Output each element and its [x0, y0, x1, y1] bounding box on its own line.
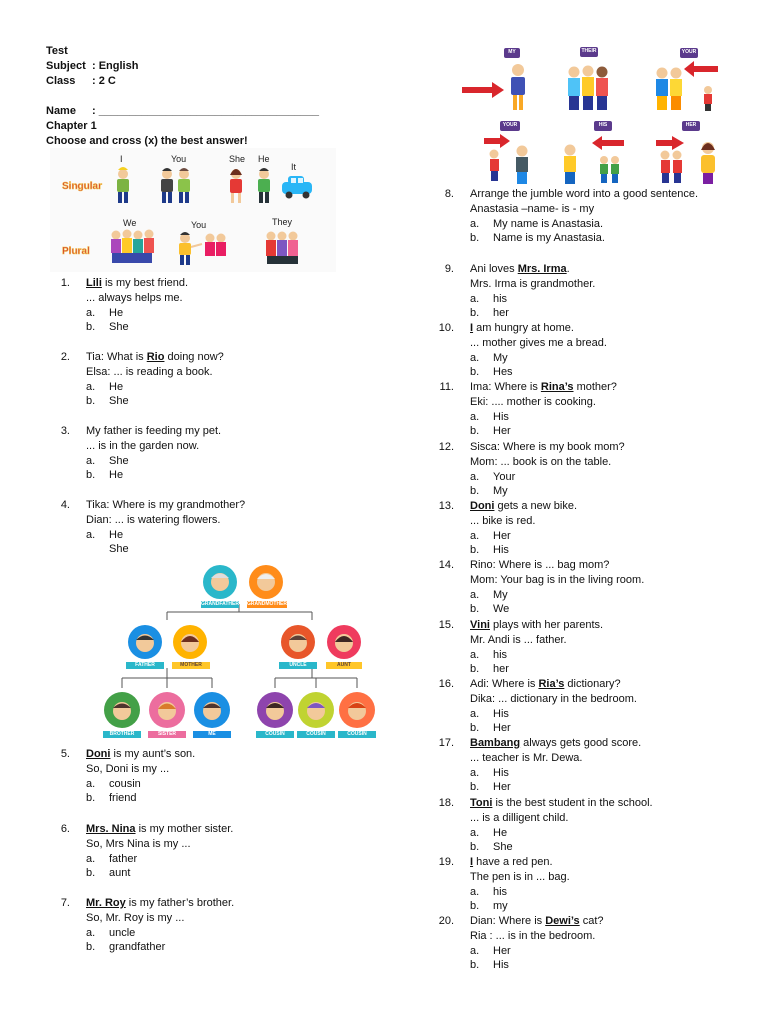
prompt-text: cat?: [579, 915, 604, 927]
option-letter: b.: [470, 485, 480, 498]
worksheet-header: [46, 44, 319, 149]
option-letter: b.: [470, 722, 480, 735]
class-line: Class : 2 C: [46, 75, 116, 88]
option-letter: a.: [470, 470, 480, 483]
option-letter: b.: [470, 781, 480, 794]
prompt-text: Ima: Where is: [470, 381, 541, 393]
answer-option[interactable]: [470, 484, 625, 499]
answer-option[interactable]: [470, 410, 617, 425]
option-letter: a.: [86, 306, 96, 319]
question-number: 16.: [438, 678, 454, 690]
option-letter: b.: [470, 425, 480, 438]
option-letter: b.: [86, 469, 96, 482]
tree-aunt: AUNT: [337, 662, 351, 668]
option-letter: a.: [86, 777, 96, 790]
option-letter: a.: [470, 529, 480, 542]
option-letter: a.: [470, 944, 480, 957]
option-text: Your: [493, 470, 516, 483]
question-body: [86, 276, 188, 335]
option-text: He: [109, 306, 124, 319]
underlined-subject: Toni: [470, 797, 493, 809]
option-text: She: [109, 454, 129, 467]
answer-option[interactable]: [86, 852, 233, 867]
option-letter: b.: [86, 395, 96, 408]
question-body: [470, 321, 607, 380]
singular-label: Singular: [62, 181, 103, 192]
option-letter: b.: [470, 959, 480, 972]
figure-she: [230, 169, 242, 203]
chapter-title: Chapter 1: [46, 119, 97, 132]
possessive-illustration: [456, 40, 732, 188]
prompt-text: is my aunt’s son.: [110, 748, 196, 760]
question-prompt: [470, 796, 653, 811]
option-letter: a.: [86, 380, 96, 393]
answer-option[interactable]: [86, 940, 234, 955]
question-body: [470, 380, 617, 439]
underlined-subject: Mrs. Irma: [517, 263, 567, 275]
option-letter: b.: [86, 941, 96, 954]
tag-my: MY: [508, 49, 516, 55]
question-prompt: [470, 440, 625, 455]
option-text: father: [109, 852, 138, 865]
question-sentence: ... is in the garden now.: [86, 439, 200, 452]
question-number: 2.: [60, 351, 70, 363]
question-prompt: [470, 736, 641, 751]
question-sentence: Dian: ... is watering flowers.: [86, 513, 221, 526]
prompt-text: Ani loves: [470, 263, 518, 275]
answer-option[interactable]: [470, 365, 607, 380]
prompt-text: dictionary?: [564, 678, 621, 690]
question-number: 20.: [438, 915, 454, 927]
possessive-pronoun-image: [456, 40, 732, 188]
question-number: 17.: [438, 737, 454, 749]
option-letter: b.: [470, 663, 480, 676]
question-body: [86, 747, 195, 806]
answer-option[interactable]: [86, 791, 195, 806]
option-text: friend: [109, 792, 137, 805]
option-text: His: [493, 766, 509, 779]
option-letter: b.: [86, 867, 96, 880]
option-letter: a.: [470, 410, 480, 423]
prompt-text: is the best student in the school.: [492, 797, 653, 809]
question-body: [470, 855, 570, 914]
tree-uncle: UNCLE: [289, 662, 307, 668]
question-body: [86, 896, 234, 955]
question-body: [470, 736, 641, 795]
pronoun-chart: [50, 148, 336, 272]
option-letter: a.: [86, 852, 96, 865]
tag-her: HER: [685, 122, 697, 128]
option-letter: b.: [470, 307, 480, 320]
option-letter: a.: [86, 528, 96, 541]
question-prompt: [86, 498, 245, 513]
prompt-text: plays with her parents.: [489, 619, 604, 631]
option-text: Name is my Anastasia.: [493, 232, 605, 245]
answer-option[interactable]: [86, 542, 245, 557]
option-text: her: [493, 663, 509, 676]
answer-option[interactable]: [470, 826, 653, 841]
option-letter: b.: [470, 366, 480, 379]
option-letter: a.: [470, 766, 480, 779]
arrow-left-icon: [684, 61, 718, 77]
option-letter: a.: [470, 217, 480, 230]
prompt-text: am hungry at home.: [473, 322, 574, 334]
question-sentence: Mrs. Irma is grandmother.: [470, 277, 596, 290]
question-body: [470, 618, 603, 677]
underlined-subject: Dewi’s: [545, 915, 580, 927]
prompt-text: Dian: Where is: [470, 915, 546, 927]
option-letter: a.: [86, 926, 96, 939]
prompt-text: always gets good score.: [520, 737, 642, 749]
prompt-text: Tika: Where is my grandmother?: [86, 499, 246, 511]
name-line: Name : ____________________________________: [46, 104, 319, 117]
option-letter: b.: [86, 321, 96, 334]
question-body: [86, 424, 221, 483]
question-sentence: Ria : ... is in the bedroom.: [470, 929, 596, 942]
question-body: [470, 262, 595, 321]
option-letter: a.: [470, 648, 480, 661]
question-prompt: [86, 276, 188, 291]
question-number: 3.: [60, 425, 70, 437]
answer-option[interactable]: [470, 602, 644, 617]
tag-your-bottom: YOUR: [502, 122, 518, 128]
question-sentence: Mom: ... book is on the table.: [470, 455, 612, 468]
option-text: his: [493, 292, 508, 305]
question-number: 18.: [438, 797, 454, 809]
instruction: Choose and cross (x) the best answer!: [46, 135, 248, 148]
question-prompt: [470, 262, 595, 277]
option-text: She: [109, 321, 129, 334]
question-sentence: ... teacher is Mr. Dewa.: [470, 751, 583, 764]
tree-sister: SISTER: [157, 731, 177, 737]
question-prompt: [86, 424, 221, 439]
option-text: her: [493, 307, 509, 320]
question-number: 12.: [438, 441, 454, 453]
answer-option[interactable]: [86, 454, 221, 469]
option-text: She: [493, 841, 513, 854]
figure-i: [117, 167, 129, 203]
family-tree: [100, 560, 390, 742]
answer-option[interactable]: [86, 866, 233, 881]
question-sentence: Eki: .... mother is cooking.: [470, 395, 596, 408]
question-body: [470, 796, 653, 855]
option-text: His: [493, 410, 509, 423]
option-text: Her: [493, 722, 511, 735]
question-number: 8.: [444, 188, 454, 200]
answer-option[interactable]: [470, 944, 604, 959]
question-prompt: [470, 914, 604, 929]
question-prompt: [470, 187, 698, 202]
tree-grandmother: GRANDMOTHER: [247, 601, 287, 607]
option-text: He: [109, 380, 124, 393]
question-number: 10.: [438, 322, 454, 334]
prompt-text: Adi: Where is: [470, 678, 539, 690]
prompt-text: is my father’s brother.: [125, 897, 235, 909]
prompt-text: gets a new bike.: [494, 500, 578, 512]
option-letter: b.: [86, 792, 96, 805]
question-prompt: [86, 896, 234, 911]
answer-option[interactable]: [470, 424, 617, 439]
prompt-text: .: [566, 263, 570, 275]
question-sentence: So, Doni is my ...: [86, 762, 170, 775]
option-text: His: [493, 544, 509, 557]
underlined-subject: Doni: [86, 748, 111, 760]
question-body: [470, 187, 698, 246]
answer-option[interactable]: [470, 662, 603, 677]
prompt-text: My father is feeding my pet.: [86, 425, 222, 437]
answer-option[interactable]: [86, 320, 188, 335]
question-prompt: [86, 350, 224, 365]
question-prompt: [470, 855, 570, 870]
question-number: 4.: [60, 499, 70, 511]
tree-cousin-2: COUSIN: [306, 731, 326, 737]
option-letter: a.: [470, 826, 480, 839]
underlined-subject: Mr. Roy: [86, 897, 126, 909]
answer-option[interactable]: [470, 529, 577, 544]
question-sentence: ... is a dilligent child.: [470, 811, 569, 824]
tree-father: FATHER: [135, 662, 155, 668]
option-text: Her: [493, 944, 511, 957]
option-text: my: [493, 900, 508, 913]
question-number: 5.: [60, 748, 70, 760]
answer-option[interactable]: [470, 899, 570, 914]
question-number: 6.: [60, 823, 70, 835]
answer-option[interactable]: [470, 766, 641, 781]
answer-option[interactable]: [470, 231, 698, 246]
option-text: She: [109, 395, 129, 408]
answer-option[interactable]: [470, 306, 595, 321]
pronoun-she: She: [229, 154, 246, 164]
tree-mother: MOTHER: [180, 662, 202, 668]
tag-your: YOUR: [681, 49, 697, 55]
underlined-subject: Ria’s: [538, 678, 565, 690]
prompt-text: doing now?: [164, 351, 224, 363]
pronoun-you-plural: You: [191, 220, 207, 230]
answer-option[interactable]: [470, 292, 595, 307]
subject-line: Subject : English: [46, 60, 139, 73]
option-text: My name is Anastasia.: [493, 217, 604, 230]
car-icon: [282, 176, 312, 199]
question-sentence: Mr. Andi is ... father.: [470, 633, 567, 646]
question-number: 9.: [444, 263, 454, 275]
prompt-text: Arrange the jumble word into a good sentence.: [470, 188, 699, 200]
prompt-text: Rino: Where is ... bag mom?: [470, 559, 610, 571]
figure-you-plural: [179, 232, 226, 265]
option-letter: b.: [470, 603, 480, 616]
question-body: [86, 350, 224, 409]
question-number: 11.: [439, 381, 454, 393]
prompt-text: have a red pen.: [473, 856, 553, 868]
answer-option[interactable]: [470, 780, 641, 795]
answer-option[interactable]: [470, 721, 637, 736]
option-text: uncle: [109, 926, 136, 939]
question-body: [470, 440, 625, 499]
answer-option[interactable]: [86, 394, 224, 409]
underlined-subject: Rina’s: [540, 381, 574, 393]
option-text: his: [493, 885, 508, 898]
question-body: [86, 498, 245, 557]
question-sentence: ... always helps me.: [86, 291, 183, 304]
underlined-subject: Mrs. Nina: [86, 823, 136, 835]
option-text: We: [493, 603, 510, 616]
answer-option[interactable]: [470, 351, 607, 366]
answer-option[interactable]: [470, 840, 653, 855]
option-text: Her: [493, 425, 511, 438]
question-sentence: ... bike is red.: [470, 514, 536, 527]
question-prompt: [470, 558, 644, 573]
underlined-subject: Rio: [146, 351, 165, 363]
arrow-right-icon: [462, 82, 504, 98]
option-text: Her: [493, 529, 511, 542]
test-title: Test: [46, 45, 68, 57]
answer-option[interactable]: [470, 543, 577, 558]
tree-cousin-3: COUSIN: [347, 731, 367, 737]
question-number: 7.: [60, 897, 70, 909]
option-letter: a.: [470, 292, 480, 305]
option-text: grandfather: [109, 941, 166, 954]
question-body: [86, 822, 233, 881]
option-letter: a.: [470, 707, 480, 720]
option-text: She: [109, 543, 129, 556]
answer-option[interactable]: [470, 707, 637, 722]
option-letter: a.: [470, 351, 480, 364]
option-text: His: [493, 707, 509, 720]
question-prompt: [470, 380, 617, 395]
prompt-text: is my best friend.: [101, 277, 189, 289]
option-text: His: [493, 959, 509, 972]
pronoun-you: You: [171, 154, 187, 164]
question-sentence: ... mother gives me a bread.: [470, 336, 607, 349]
pronoun-i: I: [120, 154, 123, 164]
option-letter: b.: [470, 841, 480, 854]
question-sentence: So, Mr. Roy is my ...: [86, 911, 185, 924]
option-text: My: [493, 485, 508, 498]
answer-option[interactable]: [86, 306, 188, 321]
question-prompt: [470, 499, 577, 514]
answer-option[interactable]: [86, 926, 234, 941]
question-sentence: So, Mrs Nina is my ...: [86, 837, 191, 850]
option-letter: b.: [470, 232, 480, 245]
answer-option[interactable]: [470, 885, 570, 900]
option-text: My: [493, 588, 508, 601]
pronoun-he: He: [258, 154, 270, 164]
prompt-text: Tia: What is: [86, 351, 147, 363]
option-text: He: [493, 826, 508, 839]
prompt-text: Sisca: Where is my book mom?: [470, 441, 625, 453]
option-letter: b.: [470, 544, 480, 557]
option-text: Hes: [493, 366, 513, 379]
answer-option[interactable]: [470, 217, 698, 232]
question-prompt: [470, 321, 607, 336]
underlined-subject: Lili: [86, 277, 102, 289]
question-number: 15.: [438, 619, 454, 631]
option-text: Her: [493, 781, 511, 794]
answer-option[interactable]: [86, 528, 245, 543]
question-prompt: [86, 747, 195, 762]
answer-option[interactable]: [470, 588, 644, 603]
option-text: He: [109, 469, 124, 482]
question-prompt: [470, 618, 603, 633]
question-prompt: [86, 822, 233, 837]
pronoun-we: We: [123, 218, 137, 228]
prompt-text: is my mother sister.: [135, 823, 234, 835]
answer-option[interactable]: [86, 380, 224, 395]
underlined-subject: Doni: [470, 500, 495, 512]
answer-option[interactable]: [470, 648, 603, 663]
answer-option[interactable]: [470, 470, 625, 485]
option-text: his: [493, 648, 508, 661]
tag-their: THEIR: [581, 48, 597, 54]
underlined-subject: I: [470, 856, 474, 868]
pronoun-it: It: [291, 162, 297, 172]
question-body: [470, 677, 637, 736]
question-body: [470, 558, 644, 617]
figure-group-they: [266, 232, 298, 265]
prompt-text: mother?: [573, 381, 617, 393]
tag-his: HIS: [598, 122, 608, 128]
question-body: [470, 499, 577, 558]
answer-option[interactable]: [470, 958, 604, 973]
question-prompt: [470, 677, 637, 692]
figure-group-we: [111, 230, 154, 264]
tree-me: ME: [208, 731, 216, 737]
question-sentence: The pen is in ... bag.: [470, 870, 570, 883]
underlined-subject: Bambang: [470, 737, 521, 749]
family-tree-lines: [100, 560, 390, 742]
question-number: 14.: [438, 559, 454, 571]
underlined-subject: Vini: [470, 619, 490, 631]
plural-label: Plural: [62, 246, 90, 257]
option-letter: a.: [470, 588, 480, 601]
tree-brother: BROTHER: [109, 731, 135, 737]
figure-he: [258, 168, 270, 203]
tree-grandfather: GRANDFATHER: [201, 601, 239, 607]
tree-cousin-1: COUSIN: [265, 731, 285, 737]
pronoun-they: They: [272, 217, 293, 227]
question-sentence: Dika: ... dictionary in the bedroom.: [470, 692, 637, 705]
question-sentence: Mom: Your bag is in the living room.: [470, 573, 645, 586]
question-sentence: Anastasia –name- is - my: [470, 202, 595, 215]
option-letter: b.: [470, 900, 480, 913]
underlined-subject: I: [470, 322, 474, 334]
answer-option[interactable]: [86, 777, 195, 792]
question-number: 19.: [438, 856, 454, 868]
question-number: 13.: [438, 500, 454, 512]
option-text: aunt: [109, 867, 131, 880]
option-text: My: [493, 351, 508, 364]
question-sentence: Elsa: ... is reading a book.: [86, 365, 213, 378]
option-text: He: [109, 528, 124, 541]
option-text: cousin: [109, 777, 141, 790]
question-number: 1.: [60, 277, 70, 289]
figure-you-pointing: [161, 168, 190, 203]
answer-option[interactable]: [86, 468, 221, 483]
option-letter: a.: [470, 885, 480, 898]
question-body: [470, 914, 604, 973]
option-letter: a.: [86, 454, 96, 467]
